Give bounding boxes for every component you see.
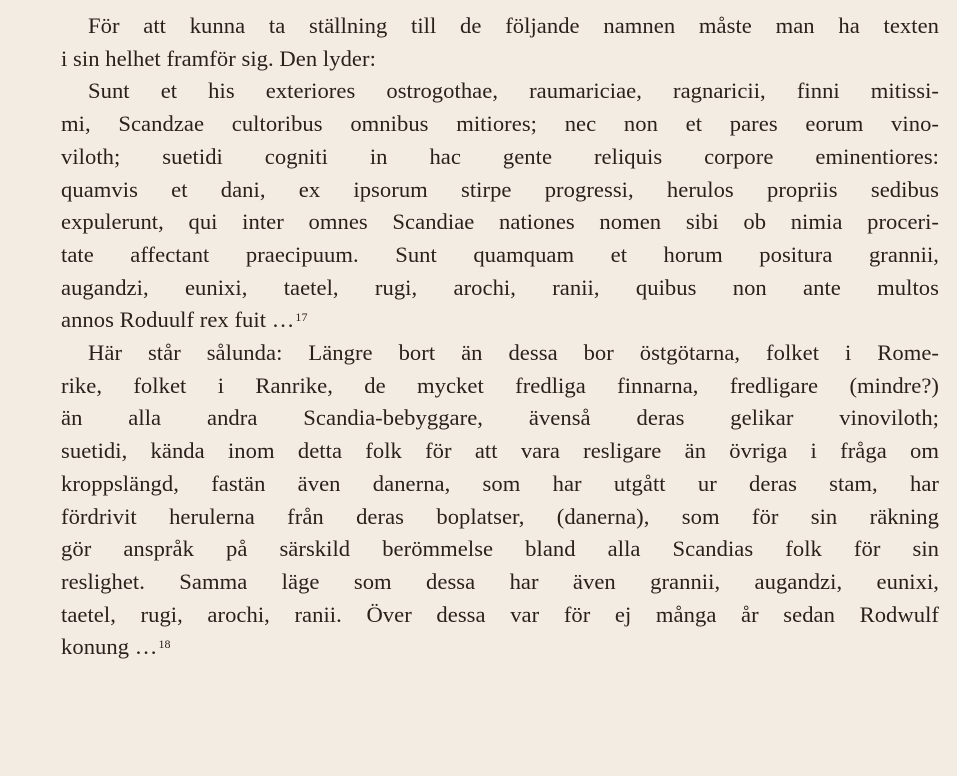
text-line-with-footnote [34,631,939,664]
paragraph-latin-quote [34,75,939,337]
text-line: taetel, rugi, arochi, ranii. Över dessa var för ej många år sedan Rodwulf [61,601,939,627]
text-line: rike, folket i Ranrike, de mycket fredliga finnarna, fredligare (mindre?) [61,372,939,398]
footnote-marker[interactable]: 18 [158,636,171,651]
text-line: expulerunt, qui inter omnes Scandiae nationes nomen sibi ob nimia proceri- [61,209,939,235]
document-page [34,10,939,664]
text-line: Här står sålunda: Längre bort än dessa bor östgötarna, folket i Rome- [88,340,939,366]
text-line: augandzi, eunixi, taetel, rugi, arochi, ranii, quibus non ante multos [61,274,939,300]
footnote-marker[interactable]: 17 [295,309,308,324]
text-line: quamvis et dani, ex ipsorum stirpe progressi, herulos propriis sedibus [61,176,939,202]
text-line: konung … [61,634,158,660]
text-line: För att kunna ta ställning till de följande namnen måste man ha texten [88,13,939,38]
text-line: tate affectant praecipuum. Sunt quamquam et horum positura grannii, [61,241,939,267]
text-line: Sunt et his exteriores ostrogothae, raumariciae, ragnaricii, finni mitissi- [88,78,939,104]
text-line: gör anspråk på särskild berömmelse bland alla Scandias folk för sin [61,536,939,562]
text-line: i sin helhet framför sig. Den lyder: [61,45,376,71]
text-line: suetidi, kända inom detta folk för att vara resligare än övriga i fråga om [61,438,939,464]
text-line: kroppslängd, fastän även danerna, som har utgått ur deras stam, har [61,470,939,496]
text-line-with-footnote [34,304,939,337]
text-line: annos Roduulf rex fuit … [61,307,295,333]
text-line: viloth; suetidi cogniti in hac gente reliquis corpore eminentiores: [61,143,939,169]
text-line: mi, Scandzae cultoribus omnibus mitiores; nec non et pares eorum vino- [61,111,939,137]
text-line: fördrivit herulerna från deras boplatser, (danerna), som för sin räkning [61,503,939,529]
text-line: reslighet. Samma läge som dessa har även grannii, augandzi, eunixi, [61,568,939,594]
paragraph-translation [34,337,939,664]
paragraph-intro [34,10,939,75]
text-line: än alla andra Scandia-bebyggare, ävenså deras gelikar vinoviloth; [61,405,939,431]
